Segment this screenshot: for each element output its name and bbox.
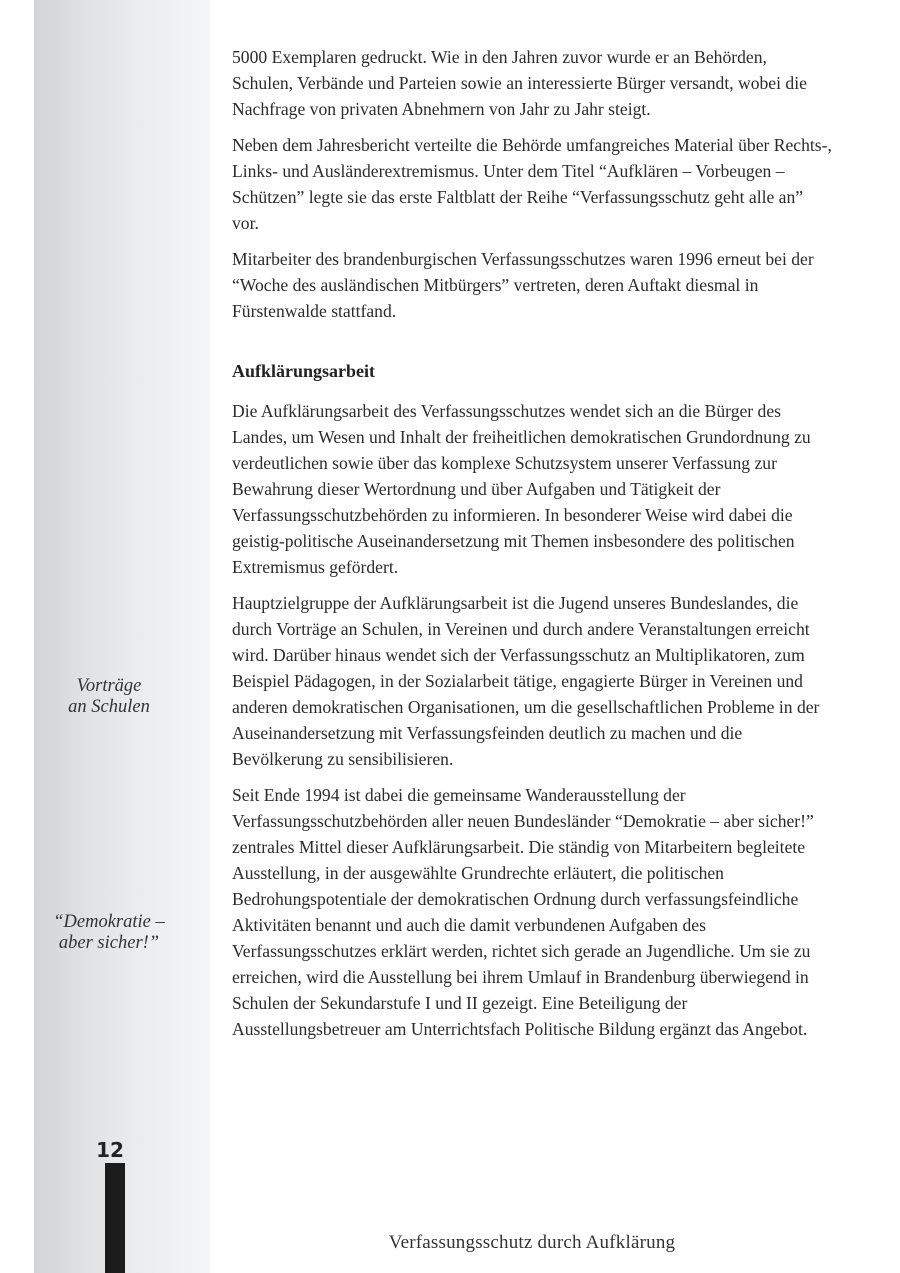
main-content	[232, 44, 832, 1052]
section-heading: Aufklärungsarbeit	[232, 361, 376, 381]
margin-note-line: Vorträge	[76, 676, 142, 696]
paragraph: Hauptzielgruppe der Aufklärungsarbeit ist die Jugend unseres Bundeslandes, die durch Vorträge an Schulen, in Vereinen und durch andere Veranstaltungen erreicht wird. Darüber hinaus wendet sich der Verfassungsschutz an Multiplikatoren, zum Beispiel Pädagogen, in der Sozialarbeit tätige, engagierte Bürger in Vereinen und anderen demokratischen Organisationen, um die gesellschaftlichen Probleme in der Auseinandersetzung mit Verfassungsfeinden deutlich zu machen und die Bevölkerung zu sensibilisieren.	[232, 593, 820, 769]
page-number: 12	[96, 1138, 124, 1162]
margin-note-line: an Schulen	[68, 697, 150, 717]
paragraph: Die Aufklärungsarbeit des Verfassungsschutzes wendet sich an die Bürger des Landes, um Wesen und Inhalt der freiheitlichen demokratischen Grundordnung zu verdeutlichen sowie über das komplexe Schutzsystem unserer Verfassung zur Bewahrung dieser Wertordnung und über Aufgaben und Tätigkeit der Verfassungsschutzbehörden zu informieren. In besonderer Weise wird dabei die geistig-politische Auseinandersetzung mit Themen insbesondere des politischen Extremismus gefördert.	[232, 401, 811, 577]
running-footer-title: Verfassungsschutz durch Aufklärung	[388, 1232, 676, 1253]
margin-note-vortraege	[40, 676, 178, 718]
margin-strip	[34, 0, 210, 1273]
thumb-index-bar	[105, 1163, 125, 1273]
margin-note-line: aber sicher!”	[58, 933, 160, 953]
page-edge	[0, 0, 34, 1273]
paragraph: Neben dem Jahresbericht verteilte die Behörde umfangreiches Material über Rechts-, Links- und Ausländerextremismus. Unter dem Titel “Aufklären – Vorbeugen – Schützen” legte sie das erste Faltblatt der Reihe “Verfassungsschutz geht alle an” vor.	[232, 135, 832, 233]
paragraph: Seit Ende 1994 ist dabei die gemeinsame Wanderausstellung der Verfassungsschutzbehörden aller neuen Bundesländer “Demokratie – aber sicher!” zentrales Mittel dieser Aufklärungsarbeit. Die ständig von Mitarbeitern begleitete Ausstellung, in der ausgewählte Grundrechte erläutert, die politischen Bedrohungspotentiale der demokratischen Ordnung durch verfassungsfeindliche Aktivitäten benannt und auch die damit verbundenen Aufgaben des Verfassungsschutzes erklärt werden, richtet sich gerade an Jugendliche. Um sie zu erreichen, wird die Ausstellung bei ihrem Umlauf in Brandenburg überwiegend in Schulen der Sekundarstufe I und II gezeigt. Eine Beteiligung der Ausstellungsbetreuer am Unterrichtsfach Politische Bildung ergänzt das Angebot.	[232, 785, 814, 1039]
paragraph: Mitarbeiter des brandenburgischen Verfassungsschutzes waren 1996 erneut bei der “Woche des ausländischen Mitbürgers” vertreten, deren Auftakt diesmal in Fürstenwalde stattfand.	[232, 249, 814, 321]
margin-note-line: “Demokratie –	[53, 912, 165, 932]
margin-note-demokratie	[40, 912, 178, 954]
paragraph: 5000 Exemplaren gedruckt. Wie in den Jahren zuvor wurde er an Behörden, Schulen, Verbände und Parteien sowie an interessierte Bürger versandt, wobei die Nachfrage von privaten Abnehmern von Jahr zu Jahr steigt.	[232, 47, 807, 119]
